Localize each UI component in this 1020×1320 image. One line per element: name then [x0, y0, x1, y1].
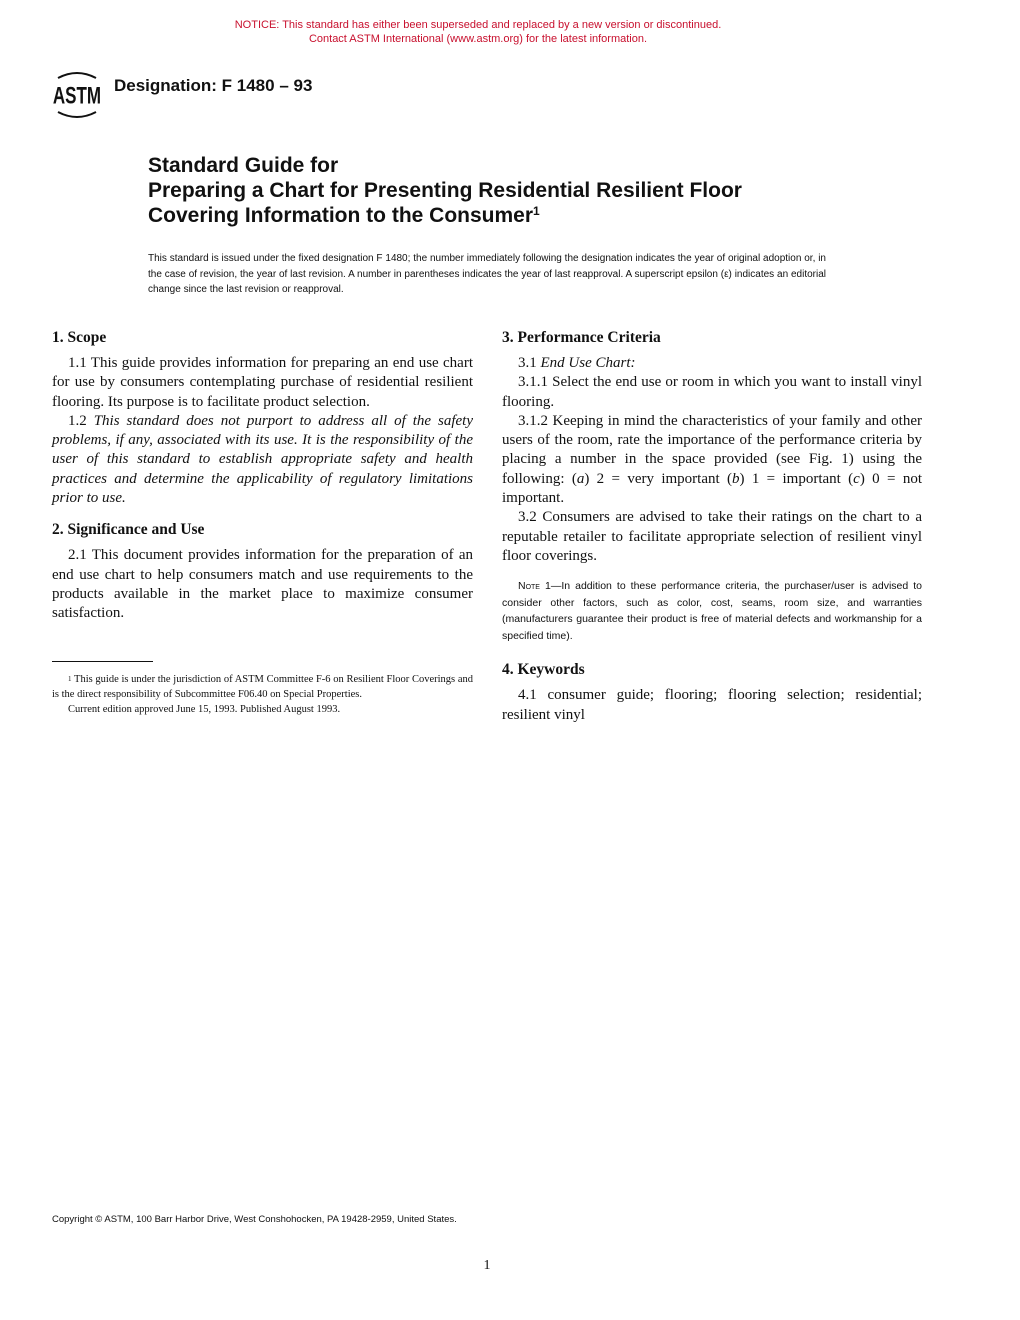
- scope-heading: 1. Scope: [52, 329, 107, 346]
- p312-letter-b: b: [732, 470, 740, 487]
- scope-1-2-text: This standard does not purport to address all of the safety problems, if any, associated with its use. It is the responsibility of the user of this standard to establish appropriate safety and health practices and determine the applicability of regulatory limitations prior to use.: [52, 412, 474, 507]
- footnote-mark: 1: [68, 675, 72, 683]
- significance-paragraph-2-1: 2.1 This document provides information for the preparation of an end use chart to help consumers match and use requirements to the products available in the market place to maximize consumer satisfaction.: [52, 547, 473, 622]
- title-line-2: Preparing a Chart for Presenting Residential Resilient Floor: [148, 179, 742, 202]
- section-keywords: [502, 660, 922, 725]
- notice-line-1: NOTICE: This standard has either been superseded and replaced by a new version or discontinued.: [234, 19, 722, 31]
- supersession-notice: [0, 18, 956, 46]
- scope-paragraph-1-1: 1.1 This guide provides information for preparing an end use chart for use by consumers contemplating purchase of residential resilient flooring. Its purpose is to facilitate product selection.: [52, 355, 473, 410]
- section-significance: [52, 520, 473, 623]
- significance-heading: 2. Significance and Use: [52, 521, 205, 539]
- document-title: [148, 153, 848, 228]
- logo-text: ASTM: [52, 82, 102, 110]
- designation: Designation: F 1480 – 93: [114, 76, 313, 95]
- p312-part-d: ) 0 = not important.: [502, 470, 922, 507]
- note-1: [502, 578, 922, 644]
- scope-1-2-number: 1.2: [68, 412, 94, 429]
- footnote-edition: Current edition approved June 15, 1993. Published August 1993.: [68, 704, 341, 715]
- notice-line-2: Contact ASTM International (www.astm.org) for the latest information.: [308, 33, 648, 45]
- section-performance: [502, 328, 922, 644]
- title-footnote-mark: 1: [533, 204, 540, 218]
- performance-3-1-2: [502, 412, 922, 508]
- keywords-paragraph: 4.1 consumer guide; flooring; flooring selection; residential; resilient vinyl: [502, 687, 922, 723]
- astm-logo: [50, 70, 104, 120]
- right-column: [502, 328, 922, 737]
- footnote-1: [52, 672, 473, 702]
- scope-paragraph-1-2: [52, 412, 473, 508]
- p312-part-b: ) 2 = very important (: [584, 470, 732, 487]
- note-label: Note 1: [518, 580, 551, 593]
- footnote-1-text: This guide is under the jurisdiction of ASTM Committee F-6 on Resilient Floor Coverings and is the direct responsibility of Subcommittee F06.40 on Special Properties.: [52, 674, 474, 700]
- left-column: [52, 328, 473, 636]
- title-line-3: [148, 203, 848, 228]
- p312-letter-c: c: [853, 470, 860, 487]
- performance-3-1: [502, 354, 922, 373]
- performance-3-2: 3.2 Consumers are advised to take their ratings on the chart to a reputable retailer to facilitate appropriate selection of resilient vinyl floor coverings.: [502, 509, 922, 564]
- performance-3-1-1: 3.1.1 Select the end use or room in which you want to install vinyl flooring.: [502, 374, 922, 410]
- performance-3-1-number: 3.1: [518, 355, 541, 371]
- footnote-divider: [52, 661, 153, 662]
- issuance-statement: This standard is issued under the fixed designation F 1480; the number immediately following the designation indicates the year of original adoption or, in the case of revision, the year of last revision. A number in parentheses indicates the year of last reapproval. A superscript epsilon (ε) indicates an editorial change since the last revision or reapproval.: [148, 253, 826, 295]
- performance-3-1-text: End Use Chart:: [540, 355, 636, 371]
- footnotes: [52, 672, 473, 717]
- copyright: Copyright © ASTM, 100 Barr Harbor Drive, West Conshohocken, PA 19428-2959, United States.: [52, 1214, 457, 1225]
- title-line-3-text: Covering Information to the Consumer: [148, 204, 534, 227]
- page-number: 1: [483, 1258, 491, 1273]
- performance-heading: 3. Performance Criteria: [502, 329, 661, 346]
- title-line-1: Standard Guide for: [148, 154, 339, 177]
- p312-part-a: 3.1.2 Keeping in mind the characteristics of your family and other users of the room, rate the importance of the performance criteria by placing a number in the space provided (see Fig. 1) using the following: (: [502, 412, 922, 487]
- p312-letter-a: a: [576, 470, 585, 487]
- note-text: —In addition to these performance criteria, the purchaser/user is advised to consider other factors, such as color, cost, seams, room size, and warranties (manufacturers guarantee their product is free of material defects and workmanship for a specified time).: [502, 580, 922, 642]
- keywords-heading: 4. Keywords: [502, 661, 585, 679]
- p312-part-c: ) 1 = important (: [739, 470, 854, 487]
- section-scope: [52, 328, 473, 508]
